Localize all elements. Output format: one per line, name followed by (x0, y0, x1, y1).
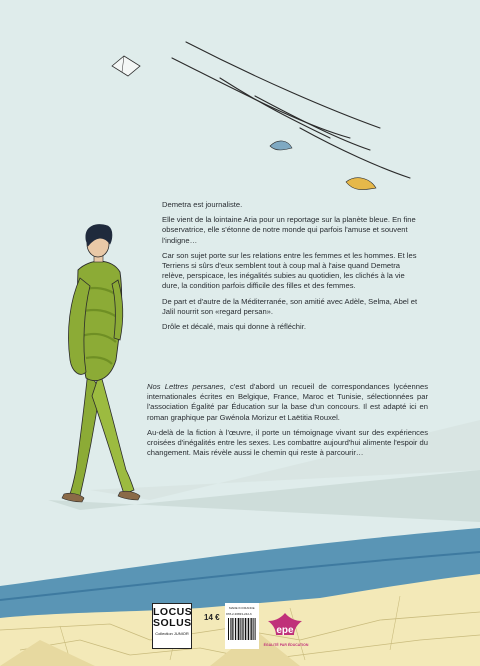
isbn-label: 978-2-36833-242-6 (226, 612, 252, 616)
book-summary (147, 382, 428, 463)
partner-logo-text: epe (276, 625, 294, 636)
price-label: 14 € (204, 613, 220, 622)
book-title-italic: Nos Lettres persanes (147, 382, 224, 391)
made-in-label: MADE IN FRANCE (229, 606, 255, 610)
summary-paragraph-1 (147, 382, 428, 423)
blurb-paragraph: Demetra est journaliste. (162, 200, 243, 209)
cover-blurb (162, 200, 424, 337)
barcode-icon (228, 618, 256, 640)
blurb-paragraph: Elle vient de la lointaine Aria pour un reportage sur la planète bleue. En fine observatrice, elle s'étonne de notre monde qui parfois l'amuse et souvent l'indigne… (162, 215, 416, 245)
blurb-paragraph: Drôle et décalé, mais qui donne à réfléchir. (162, 322, 306, 332)
summary-paragraph-2: Au-delà de la fiction à l'œuvre, il porte un témoignage vivant sur des expériences croisées d'inégalités entre les sexes. Les combattre aujourd'hui alimente l'espoir du changement. Mais révèle aussi le chemin qui reste à parcourir… (147, 427, 428, 458)
summary-text: , c'est d'abord un recueil de correspondances lycéennes internationales écrites en Belgique, France, Maroc et Tunisie, sélectionnées par l'association Égalité par Éducation sur la base d'un concours. Il est adapté ici en roman graphique par Gwénola Morizur et Laëtitia Rouxel. (147, 382, 429, 422)
blurb-paragraph: De part et d'autre de la Méditerranée, son amitié avec Adèle, Selma, Abel et Jalil nourrit son «regard persan». (162, 296, 418, 316)
blurb-paragraph: Car son sujet porte sur les relations entre les femmes et les hommes. Et les Terriens si sûrs d'eux semblent tout à coup mal à l'aise quand Demetra relève, perspicace, les inégalités subies au quotidien, les clichés à la vie dure, la condition parfois difficile des filles et des femmes. (162, 250, 417, 291)
collection-label: Collection JUNIOR (155, 631, 189, 636)
publisher-name-line2: SOLUS (153, 617, 192, 629)
partner-name: ÉGALITÉ PAR ÉDUCATION (263, 643, 309, 647)
publisher-name-line1: LOCUS (153, 606, 193, 618)
publisher-logo (152, 603, 192, 649)
